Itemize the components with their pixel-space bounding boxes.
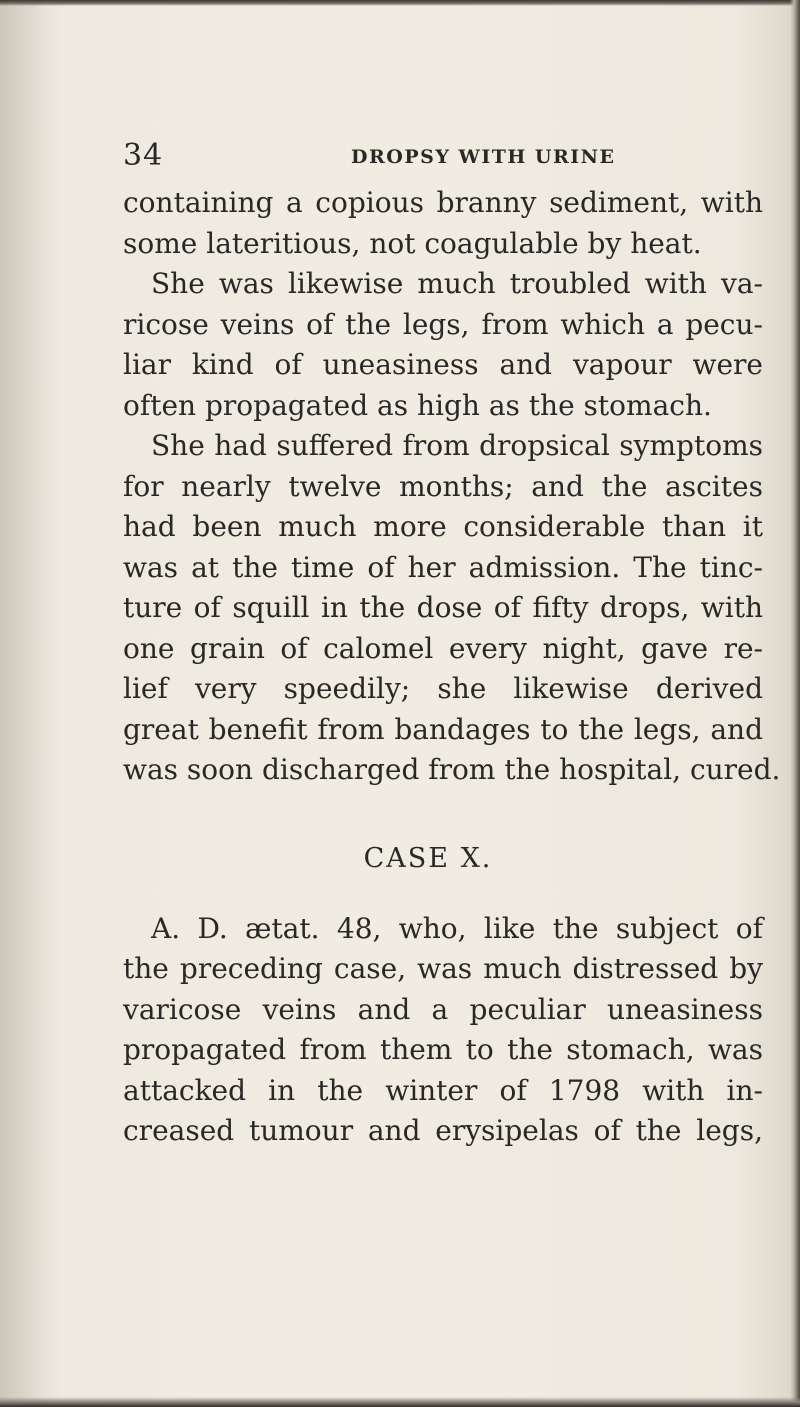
- text-line: was at the time of her admission. The tinc-: [123, 550, 763, 584]
- paragraph-2: [123, 264, 763, 426]
- page-header: [123, 138, 743, 174]
- text-line: was soon discharged from the hospital, cured.: [123, 753, 781, 786]
- text-line: had been much more considerable than it: [123, 510, 763, 543]
- page-number: 34: [123, 138, 164, 173]
- text-line: often propagated as high as the stomach.: [123, 388, 712, 422]
- text-line: for nearly twelve months; and the ascites: [123, 469, 763, 503]
- text-line: propagated from them to the stomach, was: [123, 1033, 763, 1066]
- text-line: ture of squill in the dose of fifty drops, with: [123, 591, 763, 624]
- text-line: ricose veins of the legs, from which a pecu-: [123, 307, 763, 341]
- text-line: creased tumour and erysipelas of the legs,: [123, 1114, 763, 1147]
- page-right-edge: [790, 0, 800, 1407]
- paragraph-1: [123, 183, 763, 264]
- text-line: She was likewise much troubled with va-: [151, 267, 763, 300]
- text-line: A. D. ætat. 48, who, like the subject of: [151, 911, 763, 945]
- running-head: DROPSY WITH URINE: [351, 146, 616, 168]
- text-line: She had suffered from dropsical symptoms: [151, 429, 763, 462]
- paragraph-3: [123, 426, 781, 791]
- text-line: the preceding case, was much distressed by: [123, 952, 763, 985]
- page-top-edge: [0, 0, 800, 6]
- text-line: lief very speedily; she likewise derived: [123, 672, 763, 705]
- text-line: one grain of calomel every night, gave re-: [123, 631, 763, 665]
- body-text: [123, 183, 781, 1152]
- text-line: great benefit from bandages to the legs, and: [123, 712, 763, 746]
- text-line: some lateritious, not coagulable by heat.: [123, 226, 702, 260]
- text-line: varicose veins and a peculiar uneasiness: [123, 992, 763, 1026]
- page-bottom-edge: [0, 1397, 800, 1407]
- text-line: attacked in the winter of 1798 with in-: [123, 1073, 763, 1107]
- paragraph-4: [123, 909, 763, 1152]
- page-gutter-shadow: [0, 0, 60, 1407]
- case-heading: CASE X.: [363, 842, 493, 874]
- text-line: containing a copious branny sediment, with: [123, 186, 763, 219]
- text-line: liar kind of uneasiness and vapour were: [123, 348, 763, 381]
